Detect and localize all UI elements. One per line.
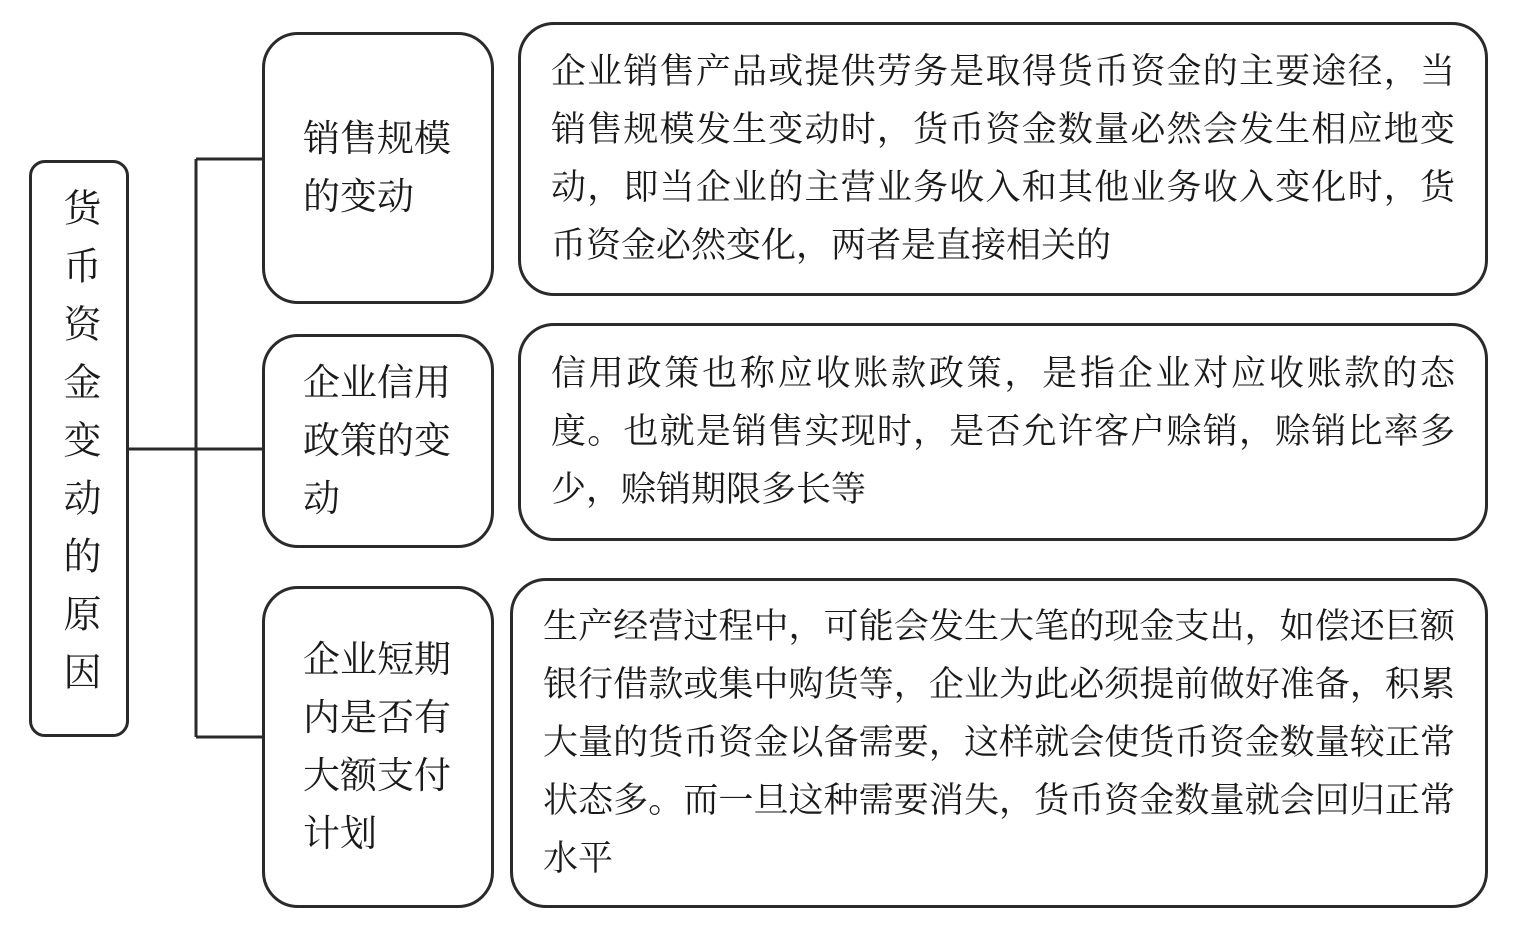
branch-label-3: 企业短期内是否有大额支付计划 xyxy=(303,638,451,855)
root-label: 货币资金变动的原因 xyxy=(57,187,101,710)
root-node xyxy=(29,160,129,737)
branch-node-3 xyxy=(262,586,494,908)
description-text-1: 企业销售产品或提供劳务是取得货币资金的主要途径，当销售规模发生变动时，货币资金数量必然会发生相应地变动，即当企业的主营业务收入和其他业务收入变化时，货币资金必然变化，两者是直接相关的 xyxy=(551,52,1455,266)
description-box-3 xyxy=(510,578,1488,908)
branch-label-2: 企业信用政策的变动 xyxy=(303,361,451,520)
branch-node-1 xyxy=(262,32,494,304)
description-box-2 xyxy=(518,323,1488,541)
branch-node-2 xyxy=(262,334,494,548)
description-box-1 xyxy=(518,22,1488,296)
description-text-2: 信用政策也称应收账款政策，是指企业对应收账款的态度。也就是销售实现时，是否允许客户赊销，赊销比率多少，赊销期限多长等 xyxy=(551,354,1455,510)
branch-label-1: 销售规模的变动 xyxy=(303,117,451,218)
description-text-3: 生产经营过程中，可能会发生大笔的现金支出，如偿还巨额银行借款或集中购货等，企业为此必须提前做好准备，积累大量的货币资金以备需要，这样就会使货币资金数量较正常状态多。而一旦这种需要消失，货币资金数量就会回归正常水平 xyxy=(543,607,1455,879)
